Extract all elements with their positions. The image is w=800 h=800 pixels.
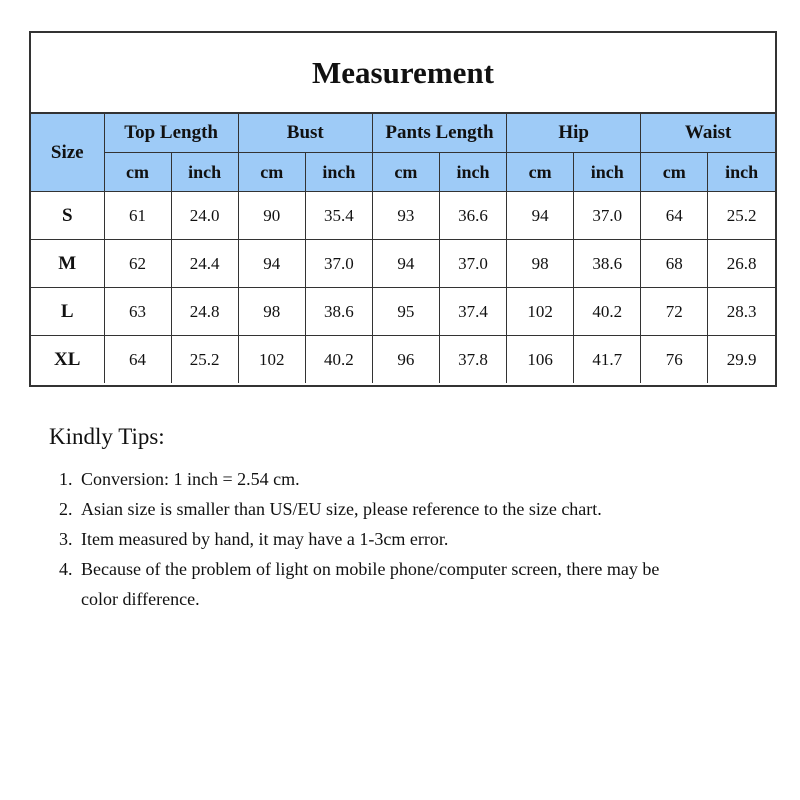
value-cell: 94 — [507, 192, 574, 240]
size-cell: XL — [31, 336, 104, 384]
size-cell: L — [31, 288, 104, 336]
value-cell: 98 — [238, 288, 305, 336]
value-cell: 64 — [641, 192, 708, 240]
size-header: Size — [31, 114, 104, 192]
value-cell: 37.4 — [439, 288, 506, 336]
value-cell: 102 — [238, 336, 305, 384]
value-cell: 37.0 — [305, 240, 372, 288]
value-cell: 64 — [104, 336, 171, 384]
table-row — [31, 240, 775, 288]
value-cell: 37.0 — [439, 240, 506, 288]
unit-header: inch — [171, 153, 238, 192]
value-cell: 25.2 — [708, 192, 775, 240]
header-row-units — [31, 153, 775, 192]
tip-item: 4. Because of the problem of light on mobile phone/computer screen, there may be color difference. — [77, 554, 681, 614]
group-header-bust: Bust — [238, 114, 372, 153]
value-cell: 40.2 — [305, 336, 372, 384]
value-cell: 68 — [641, 240, 708, 288]
unit-header: inch — [305, 153, 372, 192]
value-cell: 37.0 — [574, 192, 641, 240]
tip-item: 2. Asian size is smaller than US/EU size, please reference to the size chart. — [77, 494, 681, 524]
value-cell: 95 — [372, 288, 439, 336]
value-cell: 26.8 — [708, 240, 775, 288]
value-cell: 24.8 — [171, 288, 238, 336]
unit-header: cm — [238, 153, 305, 192]
value-cell: 90 — [238, 192, 305, 240]
value-cell: 61 — [104, 192, 171, 240]
tip-item: 3. Item measured by hand, it may have a 1-3cm error. — [77, 524, 681, 554]
value-cell: 62 — [104, 240, 171, 288]
unit-header: inch — [439, 153, 506, 192]
header-row-groups — [31, 114, 775, 153]
size-cell: S — [31, 192, 104, 240]
value-cell: 29.9 — [708, 336, 775, 384]
table-row — [31, 288, 775, 336]
value-cell: 96 — [372, 336, 439, 384]
value-cell: 72 — [641, 288, 708, 336]
table-row — [31, 336, 775, 384]
unit-header: cm — [641, 153, 708, 192]
value-cell: 98 — [507, 240, 574, 288]
size-cell: M — [31, 240, 104, 288]
value-cell: 38.6 — [305, 288, 372, 336]
value-cell: 94 — [238, 240, 305, 288]
value-cell: 35.4 — [305, 192, 372, 240]
group-header-hip: Hip — [507, 114, 641, 153]
unit-header: cm — [104, 153, 171, 192]
kindly-tips — [49, 424, 681, 614]
chart-title: Measurement — [31, 33, 775, 114]
tip-item: 1. Conversion: 1 inch = 2.54 cm. — [77, 464, 681, 494]
size-table — [31, 114, 775, 383]
value-cell: 94 — [372, 240, 439, 288]
value-cell: 36.6 — [439, 192, 506, 240]
tips-list — [49, 464, 681, 614]
unit-header: cm — [507, 153, 574, 192]
value-cell: 40.2 — [574, 288, 641, 336]
unit-header: cm — [372, 153, 439, 192]
value-cell: 106 — [507, 336, 574, 384]
value-cell: 38.6 — [574, 240, 641, 288]
value-cell: 24.0 — [171, 192, 238, 240]
tips-title: Kindly Tips: — [49, 424, 165, 449]
value-cell: 37.8 — [439, 336, 506, 384]
value-cell: 93 — [372, 192, 439, 240]
value-cell: 28.3 — [708, 288, 775, 336]
unit-header: inch — [574, 153, 641, 192]
group-header-pants-length: Pants Length — [372, 114, 506, 153]
value-cell: 25.2 — [171, 336, 238, 384]
value-cell: 102 — [507, 288, 574, 336]
value-cell: 63 — [104, 288, 171, 336]
table-row — [31, 192, 775, 240]
value-cell: 24.4 — [171, 240, 238, 288]
group-header-top-length: Top Length — [104, 114, 238, 153]
unit-header: inch — [708, 153, 775, 192]
value-cell: 76 — [641, 336, 708, 384]
group-header-waist: Waist — [641, 114, 775, 153]
measurement-chart — [29, 31, 777, 387]
value-cell: 41.7 — [574, 336, 641, 384]
